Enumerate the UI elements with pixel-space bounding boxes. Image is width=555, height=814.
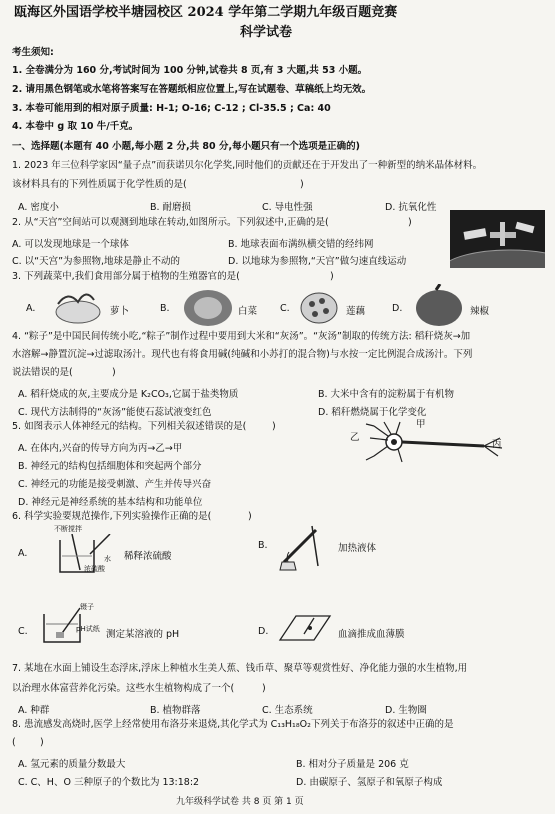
q7-option-c: C. 生态系统: [262, 705, 313, 716]
lotus-root-image: [298, 288, 340, 326]
q7-line2: 以治理水体富营养化污染。这些水生植物构成了一个(: [12, 683, 235, 694]
q3-option-d: D.: [392, 303, 403, 314]
q8-line1: 8. 患流感发高烧时,医学上经常使用布洛芬来退烧,其化学式为 C₁₃H₁₈O₂下列关于布洛芬的叙述中正确的是: [12, 719, 454, 730]
notice-item: 4. 本卷中 g 取 10 牛/千克。: [12, 121, 139, 132]
q4-option-d: D. 稻秆燃烧属于化学变化: [318, 407, 427, 418]
blood-smear-image: [276, 612, 332, 644]
q5-option-d: D. 神经元是神经系统的基本结构和功能单位: [18, 497, 203, 508]
q4-paren: ): [112, 367, 116, 378]
q8-option-d: D. 由碳原子、氢原子和氧原子构成: [296, 777, 443, 788]
q4-line3: 说法错误的是(: [12, 367, 73, 378]
q5-stem: 5. 如图表示人体神经元的结构。下列相关叙述错误的是(: [12, 421, 247, 432]
q1-option-c: C. 导电性强: [262, 202, 313, 213]
q6-d-caption: 血滴推成血薄膜: [338, 629, 405, 640]
q3-label-d: 辣椒: [470, 306, 490, 317]
section-heading: 一、选择题(本题有 40 小题,每小题 2 分,共 80 分,每小题只有一个选项是正确的): [12, 141, 360, 152]
q2-option-a: A. 可以发现地球是一个球体: [12, 239, 129, 250]
q6-a-caption: 稀释浓硫酸: [124, 551, 172, 562]
notice-item: 1. 全卷满分为 160 分,考试时间为 100 分钟,试卷共 8 页,有 3 大题,共 53 小题。: [12, 65, 368, 76]
page-footer: 九年级科学试卷 共 8 页 第 1 页: [176, 797, 304, 807]
cabbage-image: [182, 284, 234, 328]
q8-paren: ): [40, 737, 44, 748]
q6-stem: 6. 科学实验要规范操作,下列实验操作正确的是(: [12, 511, 212, 522]
q7-option-b: B. 植物群落: [150, 705, 201, 716]
q3-label-c: 莲藕: [346, 306, 366, 317]
notice-heading: 考生须知:: [12, 47, 54, 58]
q1-paren: ): [300, 179, 304, 190]
exam-subtitle: 科学试卷: [240, 25, 293, 40]
q5-option-c: C. 神经元的功能是接受刺激、产生并传导兴奋: [18, 479, 212, 490]
q6-c-tag-ph-paper: pH试纸: [76, 625, 100, 633]
q8-option-b: B. 相对分子质量是 206 克: [296, 759, 409, 770]
radish-image: [48, 288, 108, 326]
pepper-image: [414, 284, 464, 328]
q7-option-d: D. 生物圈: [385, 705, 427, 716]
q6-c-tag-tweezer: 镊子: [80, 603, 94, 611]
q6-a-tag-stir: 不断搅拌: [54, 525, 82, 533]
q3-label-a: 萝卜: [110, 306, 130, 317]
q4-line2: 水溶解→静置沉淀→过滤取汤汁。现代也有将食用碱(纯碱和小苏打的混合物)与水按一定比例混合成汤汁。下列: [12, 349, 473, 360]
neuron-label-yi: 乙: [350, 432, 360, 443]
q3-option-b: B.: [160, 303, 170, 314]
q2-option-b: B. 地球表面布满纵横交错的经纬网: [228, 239, 374, 250]
notice-item: 3. 本卷可能用到的相对原子质量: H-1; O-16; C-12 ; Cl-35.5 ; Ca: 40: [12, 103, 331, 114]
q3-stem: 3. 下列蔬菜中,我们食用部分属于植物的生殖器官的是(: [12, 271, 240, 282]
q2-option-c: C. 以“天宫”为参照物,地球是静止不动的: [12, 256, 181, 267]
q3-paren: ): [330, 271, 334, 282]
neuron-diagram: [344, 418, 534, 470]
neuron-label-jia: 甲: [416, 419, 426, 430]
q4-option-a: A. 稻秆烧成的灰,主要成分是 K₂CO₃,它属于盐类物质: [18, 389, 239, 400]
q5-option-b: B. 神经元的结构包括细胞体和突起两个部分: [18, 461, 202, 472]
q6-b-caption: 加热液体: [338, 543, 377, 554]
q6-option-c: C.: [18, 626, 28, 637]
q6-c-caption: 测定某溶液的 pH: [106, 629, 180, 640]
q6-option-b: B.: [258, 540, 268, 551]
q8-line2: (: [12, 737, 16, 748]
q7-option-a: A. 种群: [18, 705, 50, 716]
q3-label-b: 白菜: [238, 306, 258, 317]
q1-line1: 1. 2023 年三位科学家因“量子点”而获诺贝尔化学奖,同时他们的贡献还在于开发出了一种新型的纳米晶体材料。: [12, 160, 483, 171]
q7-paren: ): [262, 683, 266, 694]
q6-a-tag-acid: 浓硫酸: [84, 565, 105, 573]
q6-option-a: A.: [18, 548, 28, 559]
q5-option-a: A. 在体内,兴奋的传导方向为丙→乙→甲: [18, 443, 183, 454]
q2-stem: 2. 从“天宫”空间站可以观测到地球在转动,如图所示。下列叙述中,正确的是(: [12, 217, 329, 228]
heating-tube-image: [276, 522, 328, 574]
neuron-label-bing: 丙: [492, 439, 502, 450]
space-station-image: [450, 210, 545, 268]
q4-option-c: C. 现代方法制得的“灰汤”能使石蕊试液变红色: [18, 407, 212, 418]
q6-paren: ): [248, 511, 252, 522]
q7-line1: 7. 某地在水面上铺设生态浮床,浮床上种植水生美人蕉、钱币草、聚草等观赏性好、净化能力强的水生植物,用: [12, 663, 468, 674]
q4-option-b: B. 大米中含有的淀粉属于有机物: [318, 389, 455, 400]
q4-line1: 4. “粽子”是中国民间传统小吃,“粽子”制作过程中要用到大米和“灰汤”。“灰汤”制取的传统方法: 稻秆烧灰→加: [12, 331, 471, 342]
q6-option-d: D.: [258, 626, 269, 637]
notice-item: 2. 请用黑色钢笔或水笔将答案写在答题纸相应位置上,写在试题卷、草稿纸上均无效。: [12, 84, 372, 95]
q5-paren: ): [272, 421, 276, 432]
q1-option-b: B. 耐磨损: [150, 202, 192, 213]
q1-option-a: A. 密度小: [18, 202, 59, 213]
q1-option-d: D. 抗氧化性: [385, 202, 437, 213]
q3-option-a: A.: [26, 303, 36, 314]
q8-option-c: C. C、H、O 三种原子的个数比为 13:18:2: [18, 777, 200, 788]
q6-a-tag-water: 水: [104, 555, 111, 563]
q8-option-a: A. 氢元素的质量分数最大: [18, 759, 126, 770]
q2-option-d: D. 以地球为参照物,“天宫”做匀速直线运动: [228, 256, 407, 267]
exam-title: 瓯海区外国语学校半塘园校区 2024 学年第二学期九年级百题竞赛: [14, 5, 398, 20]
q1-line2: 该材料具有的下列性质属于化学性质的是(: [12, 179, 187, 190]
q3-option-c: C.: [280, 303, 290, 314]
q2-paren: ): [408, 217, 412, 228]
